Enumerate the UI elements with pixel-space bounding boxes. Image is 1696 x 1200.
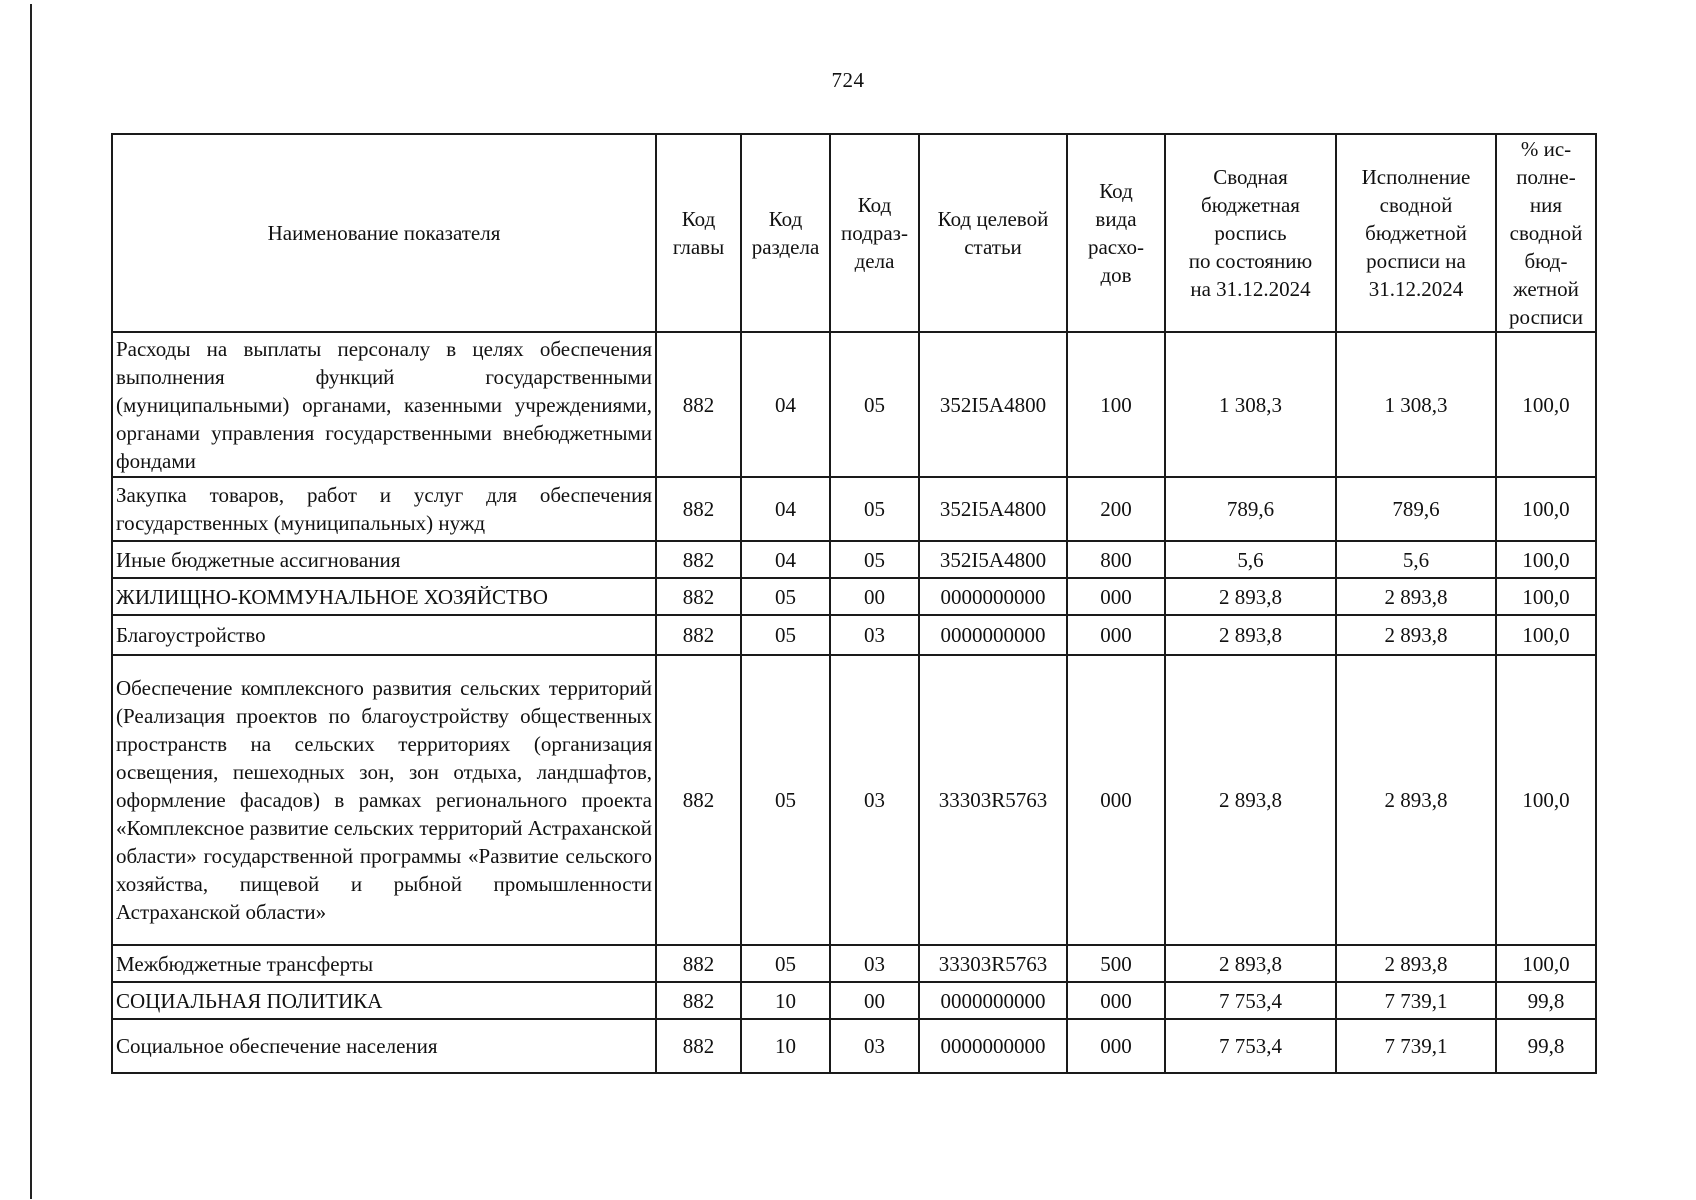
table-row	[112, 655, 1596, 945]
glava-code-cell: 882	[656, 1019, 741, 1073]
table-row	[112, 578, 1596, 615]
expense-type-cell: 500	[1067, 945, 1165, 982]
percent-cell: 100,0	[1496, 945, 1596, 982]
budget-plan-cell: 2 893,8	[1165, 655, 1336, 945]
percent-cell: 100,0	[1496, 332, 1596, 477]
row-name-cell: СОЦИАЛЬНАЯ ПОЛИТИКА	[112, 982, 656, 1019]
razdel-code-cell: 04	[741, 332, 830, 477]
budget-plan-cell: 2 893,8	[1165, 615, 1336, 655]
table-row	[112, 332, 1596, 477]
target-code-cell: 352I5A4800	[919, 477, 1067, 541]
margin-rule	[30, 4, 32, 1199]
podrazdel-code-cell: 03	[830, 655, 919, 945]
col-header-percent: % ис- полне- ния сводной бюд- жетной росписи	[1496, 134, 1596, 332]
target-code-cell: 33303R5763	[919, 945, 1067, 982]
col-header-budget-plan: Сводная бюджетная роспись по состоянию на 31.12.2024	[1165, 134, 1336, 332]
percent-cell: 100,0	[1496, 655, 1596, 945]
glava-code-cell: 882	[656, 578, 741, 615]
table-header-row	[112, 134, 1596, 332]
row-name-cell: Расходы на выплаты персоналу в целях обеспечения выполнения функций государственными (муниципальными) органами, казенными учреждениями, органами управления государственными внебюджетными фондами	[112, 332, 656, 477]
percent-cell: 99,8	[1496, 982, 1596, 1019]
execution-cell: 2 893,8	[1336, 655, 1496, 945]
execution-cell: 7 739,1	[1336, 982, 1496, 1019]
col-header-expense-type: Код вида расхо- дов	[1067, 134, 1165, 332]
col-header-glava: Код главы	[656, 134, 741, 332]
page-number: 724	[831, 68, 865, 92]
row-name-cell: ЖИЛИЩНО-КОММУНАЛЬНОЕ ХОЗЯЙСТВО	[112, 578, 656, 615]
razdel-code-cell: 05	[741, 945, 830, 982]
podrazdel-code-cell: 03	[830, 1019, 919, 1073]
table-row	[112, 615, 1596, 655]
glava-code-cell: 882	[656, 982, 741, 1019]
target-code-cell: 0000000000	[919, 578, 1067, 615]
podrazdel-code-cell: 03	[830, 945, 919, 982]
col-header-execution: Исполнение сводной бюджетной росписи на 31.12.2024	[1336, 134, 1496, 332]
execution-cell: 2 893,8	[1336, 615, 1496, 655]
budget-plan-cell: 2 893,8	[1165, 945, 1336, 982]
target-code-cell: 33303R5763	[919, 655, 1067, 945]
percent-cell: 99,8	[1496, 1019, 1596, 1073]
glava-code-cell: 882	[656, 615, 741, 655]
razdel-code-cell: 05	[741, 578, 830, 615]
razdel-code-cell: 04	[741, 477, 830, 541]
table-row	[112, 1019, 1596, 1073]
row-name-cell: Благоустройство	[112, 615, 656, 655]
budget-plan-cell: 7 753,4	[1165, 1019, 1336, 1073]
table-row	[112, 541, 1596, 578]
expense-type-cell: 800	[1067, 541, 1165, 578]
glava-code-cell: 882	[656, 332, 741, 477]
execution-cell: 5,6	[1336, 541, 1496, 578]
podrazdel-code-cell: 00	[830, 578, 919, 615]
podrazdel-code-cell: 05	[830, 477, 919, 541]
row-name-cell: Закупка товаров, работ и услуг для обеспечения государственных (муниципальных) нужд	[112, 477, 656, 541]
razdel-code-cell: 05	[741, 655, 830, 945]
razdel-code-cell: 05	[741, 615, 830, 655]
glava-code-cell: 882	[656, 655, 741, 945]
percent-cell: 100,0	[1496, 477, 1596, 541]
col-header-podrazdel: Код подраз- дела	[830, 134, 919, 332]
col-header-name: Наименование показателя	[112, 134, 656, 332]
glava-code-cell: 882	[656, 945, 741, 982]
expense-type-cell: 200	[1067, 477, 1165, 541]
budget-plan-cell: 2 893,8	[1165, 578, 1336, 615]
percent-cell: 100,0	[1496, 615, 1596, 655]
razdel-code-cell: 04	[741, 541, 830, 578]
podrazdel-code-cell: 03	[830, 615, 919, 655]
target-code-cell: 352I5A4800	[919, 541, 1067, 578]
budget-execution-table	[111, 133, 1597, 1074]
execution-cell: 1 308,3	[1336, 332, 1496, 477]
expense-type-cell: 000	[1067, 982, 1165, 1019]
expense-type-cell: 000	[1067, 1019, 1165, 1073]
budget-plan-cell: 5,6	[1165, 541, 1336, 578]
budget-plan-cell: 789,6	[1165, 477, 1336, 541]
execution-cell: 2 893,8	[1336, 578, 1496, 615]
table-row	[112, 982, 1596, 1019]
glava-code-cell: 882	[656, 541, 741, 578]
row-name-cell: Иные бюджетные ассигнования	[112, 541, 656, 578]
table-body	[112, 332, 1596, 1073]
row-name-cell: Социальное обеспечение населения	[112, 1019, 656, 1073]
percent-cell: 100,0	[1496, 578, 1596, 615]
target-code-cell: 0000000000	[919, 982, 1067, 1019]
row-name-cell: Обеспечение комплексного развития сельских территорий (Реализация проектов по благоустройству общественных пространств на сельских территориях (организация освещения, пешеходных зон, зон отдыха, ландшафтов, оформление фасадов) в рамках регионального проекта «Комплексное развитие сельских территорий Астраханской области» государственной программы «Развитие сельского хозяйства, пищевой и рыбной промышленности Астраханской области»	[112, 655, 656, 945]
percent-cell: 100,0	[1496, 541, 1596, 578]
glava-code-cell: 882	[656, 477, 741, 541]
expense-type-cell: 000	[1067, 578, 1165, 615]
expense-type-cell: 100	[1067, 332, 1165, 477]
podrazdel-code-cell: 05	[830, 332, 919, 477]
expense-type-cell: 000	[1067, 655, 1165, 945]
execution-cell: 789,6	[1336, 477, 1496, 541]
table-row	[112, 945, 1596, 982]
table-row	[112, 477, 1596, 541]
razdel-code-cell: 10	[741, 982, 830, 1019]
col-header-target-code: Код целевой статьи	[919, 134, 1067, 332]
budget-plan-cell: 1 308,3	[1165, 332, 1336, 477]
target-code-cell: 0000000000	[919, 1019, 1067, 1073]
razdel-code-cell: 10	[741, 1019, 830, 1073]
podrazdel-code-cell: 05	[830, 541, 919, 578]
row-name-cell: Межбюджетные трансферты	[112, 945, 656, 982]
budget-plan-cell: 7 753,4	[1165, 982, 1336, 1019]
podrazdel-code-cell: 00	[830, 982, 919, 1019]
expense-type-cell: 000	[1067, 615, 1165, 655]
target-code-cell: 0000000000	[919, 615, 1067, 655]
execution-cell: 7 739,1	[1336, 1019, 1496, 1073]
execution-cell: 2 893,8	[1336, 945, 1496, 982]
col-header-razdel: Код раздела	[741, 134, 830, 332]
target-code-cell: 352I5A4800	[919, 332, 1067, 477]
